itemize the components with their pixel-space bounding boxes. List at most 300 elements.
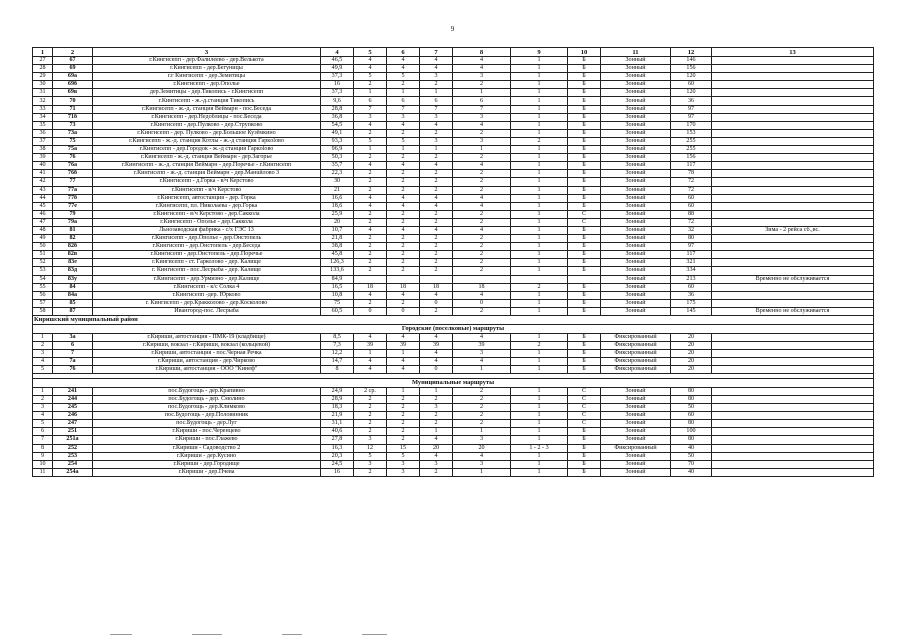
table-cell: 145: [671, 307, 712, 315]
table-cell: 28: [33, 65, 53, 73]
table-cell: [712, 444, 874, 452]
table-cell: 3: [93, 48, 321, 57]
table-cell: 39: [387, 341, 420, 349]
table-cell: Зонный: [601, 65, 671, 73]
table-cell: 79а: [53, 218, 93, 226]
table-cell: Зонный: [601, 194, 671, 202]
table-cell: 1: [420, 387, 453, 395]
table-cell: 6: [53, 341, 93, 349]
table-cell: 12,2: [321, 349, 354, 357]
table-cell: Б: [568, 235, 601, 243]
table-cell: пос.Будогощь - дер.Луг: [93, 420, 321, 428]
table-cell: 1: [354, 146, 387, 154]
table-cell: 69: [53, 65, 93, 73]
table-cell: Б: [568, 357, 601, 365]
section-heading: [33, 316, 874, 325]
table-cell: г.Кингисепп - дер.Онстопель - дер.Беседа: [93, 243, 321, 251]
table-cell: 18: [354, 283, 387, 291]
table-cell: г.Кингисепп - ж.-д.станция Тикопись: [93, 97, 321, 105]
table-cell: 4: [387, 202, 420, 210]
table-cell: 18,6: [321, 202, 354, 210]
table-cell: 29: [33, 73, 53, 81]
table-cell: 251а: [53, 436, 93, 444]
table-cell: 2: [453, 412, 511, 420]
table-cell: 2: [420, 420, 453, 428]
table-cell: 7а: [53, 357, 93, 365]
table-cell: г.Кириши, автостанция - ООО "Кинеф": [93, 365, 321, 373]
table-cell: Б: [568, 307, 601, 315]
table-row: [33, 202, 874, 210]
table-cell: 43: [33, 186, 53, 194]
table-cell: 2 ср.: [354, 387, 387, 395]
table-cell: 9,6: [321, 97, 354, 105]
table-cell: 252: [53, 444, 93, 452]
table-row: [33, 243, 874, 251]
table-cell: 2: [387, 81, 420, 89]
table-row: [33, 113, 874, 121]
table-cell: 15: [387, 444, 420, 452]
table-cell: 6: [387, 97, 420, 105]
table-cell: 2: [453, 267, 511, 275]
table-cell: 4: [354, 357, 387, 365]
table-cell: 49,1: [321, 129, 354, 137]
table-cell: 73а: [53, 129, 93, 137]
table-cell: 21: [321, 186, 354, 194]
table-cell: 48: [33, 226, 53, 234]
table-cell: 22,3: [321, 170, 354, 178]
table-cell: Зонный: [601, 57, 671, 65]
table-cell: 4: [453, 162, 511, 170]
table-cell: 60: [671, 412, 712, 420]
table-cell: Зонный: [601, 267, 671, 275]
table-cell: [712, 404, 874, 412]
table-cell: 2: [420, 170, 453, 178]
table-cell: Б: [568, 73, 601, 81]
table-cell: [712, 436, 874, 444]
table-cell: 81: [53, 226, 93, 234]
table-cell: 1: [453, 365, 511, 373]
table-cell: 51: [33, 251, 53, 259]
table-cell: г.Кириши - дер.Кусино: [93, 452, 321, 460]
table-cell: 2: [387, 299, 420, 307]
table-cell: 28,8: [321, 105, 354, 113]
table-cell: 7: [354, 105, 387, 113]
table-cell: 40: [671, 444, 712, 452]
table-cell: Б: [568, 259, 601, 267]
table-cell: г.Кириши, автостанция - ПМК-19 (кладбище): [93, 333, 321, 341]
table-cell: 2: [354, 259, 387, 267]
table-cell: 170: [671, 121, 712, 129]
table-cell: Зонный: [601, 243, 671, 251]
table-cell: Б: [568, 178, 601, 186]
table-cell: [712, 299, 874, 307]
table-cell: [712, 395, 874, 403]
subsection-heading-label: Городские (поселковые) маршруты: [33, 324, 874, 333]
table-cell: 2: [387, 251, 420, 259]
table-cell: г.Кингисепп - дер.Фалилеево - дер.Велькота: [93, 57, 321, 65]
table-row: [33, 349, 874, 357]
table-cell: С: [568, 387, 601, 395]
table-cell: 1: [511, 412, 568, 420]
table-cell: Зонный: [601, 178, 671, 186]
table-cell: 46: [33, 210, 53, 218]
table-cell: 37: [33, 137, 53, 145]
table-cell: 1: [511, 420, 568, 428]
table-row: [33, 218, 874, 226]
table-cell: 1: [511, 194, 568, 202]
table-cell: 4: [354, 365, 387, 373]
table-cell: 2: [420, 259, 453, 267]
table-cell: 100: [671, 428, 712, 436]
table-cell: 1: [511, 105, 568, 113]
table-cell: Б: [568, 162, 601, 170]
table-cell: Зонный: [601, 275, 671, 283]
table-cell: 5: [354, 48, 387, 57]
table-cell: 11: [33, 468, 53, 476]
table-cell: 4: [453, 57, 511, 65]
table-cell: 1: [511, 299, 568, 307]
table-cell: Фиксированный: [601, 349, 671, 357]
table-cell: 2: [354, 299, 387, 307]
table-cell: Б: [568, 283, 601, 291]
table-cell: [712, 387, 874, 395]
table-cell: 40: [671, 468, 712, 476]
table-cell: [712, 73, 874, 81]
table-row: [33, 146, 874, 154]
table-cell: 2: [33, 395, 53, 403]
table-cell: 1: [511, 129, 568, 137]
table-cell: Зонный: [601, 97, 671, 105]
table-cell: Зонный: [601, 73, 671, 81]
table-cell: 2: [420, 412, 453, 420]
table-cell: 72: [671, 186, 712, 194]
table-cell: 245: [53, 404, 93, 412]
table-cell: [712, 186, 874, 194]
table-cell: 4: [387, 291, 420, 299]
table-cell: 11: [601, 48, 671, 57]
table-cell: 4: [453, 452, 511, 460]
table-cell: [712, 137, 874, 145]
table-row: [33, 178, 874, 186]
table-row: [33, 357, 874, 365]
table-row: [33, 57, 874, 65]
table-cell: Б: [568, 186, 601, 194]
table-cell: 3: [453, 113, 511, 121]
table-cell: 1: [420, 146, 453, 154]
table-cell: Зонный: [601, 307, 671, 315]
table-cell: 2: [387, 218, 420, 226]
table-cell: 58: [33, 307, 53, 315]
table-cell: 1: [33, 48, 53, 57]
table-row: [33, 333, 874, 341]
table-cell: Зонный: [601, 121, 671, 129]
table-cell: 60: [671, 81, 712, 89]
table-cell: [712, 170, 874, 178]
table-cell: 4: [321, 48, 354, 57]
footer-marks: [110, 622, 790, 630]
table-cell: 3: [453, 137, 511, 145]
table-cell: Зонный: [601, 146, 671, 154]
table-cell: 77е: [53, 202, 93, 210]
table-cell: г.Кингисепп -дер. Юрковo: [93, 291, 321, 299]
table-cell: г.Кингисепп, автостанция - дер. Горка: [93, 194, 321, 202]
table-cell: 1: [511, 404, 568, 412]
table-row: [33, 81, 874, 89]
table-cell: Б: [568, 170, 601, 178]
table-cell: С: [568, 395, 601, 403]
table-cell: [712, 105, 874, 113]
table-cell: 12: [671, 48, 712, 57]
table-cell: 7: [453, 105, 511, 113]
table-row: [33, 395, 874, 403]
table-cell: 117: [671, 162, 712, 170]
table-cell: 156: [671, 65, 712, 73]
table-cell: 2: [387, 436, 420, 444]
table-cell: 4: [420, 333, 453, 341]
table-row: [33, 129, 874, 137]
table-cell: 1: [511, 97, 568, 105]
table-cell: 2: [387, 243, 420, 251]
table-cell: 69а: [53, 73, 93, 81]
table-cell: 80: [671, 420, 712, 428]
table-cell: 83д: [53, 267, 93, 275]
table-cell: 2: [420, 129, 453, 137]
table-cell: 4: [33, 357, 53, 365]
table-cell: 4: [354, 57, 387, 65]
table-cell: 246: [53, 412, 93, 420]
table-cell: 4: [387, 162, 420, 170]
table-cell: 2: [387, 404, 420, 412]
table-cell: 2: [354, 178, 387, 186]
table-cell: 21,9: [321, 412, 354, 420]
table-cell: Зонный: [601, 81, 671, 89]
table-cell: Зонный: [601, 218, 671, 226]
table-cell: 4: [387, 333, 420, 341]
table-cell: 2: [453, 420, 511, 428]
table-cell: Б: [568, 243, 601, 251]
table-cell: 133,6: [321, 267, 354, 275]
table-cell: Зонный: [601, 89, 671, 97]
table-cell: 20,3: [321, 452, 354, 460]
table-row: [33, 121, 874, 129]
table-cell: 57: [33, 299, 53, 307]
table-cell: 2: [354, 251, 387, 259]
table-cell: 39: [420, 341, 453, 349]
table-cell: 12: [354, 444, 387, 452]
table-cell: Б: [568, 226, 601, 234]
table-row: [33, 97, 874, 105]
table-cell: 8,5: [321, 333, 354, 341]
table-cell: Б: [568, 57, 601, 65]
table-cell: 4: [387, 365, 420, 373]
table-cell: 1: [511, 73, 568, 81]
table-cell: 1: [387, 349, 420, 357]
table-cell: г.Кириши - дер.Пчева: [93, 468, 321, 476]
table-cell: 2: [420, 218, 453, 226]
table-cell: 2: [420, 307, 453, 315]
table-cell: 16: [321, 81, 354, 89]
table-cell: 2: [453, 387, 511, 395]
table-cell: 2: [354, 170, 387, 178]
table-cell: 2: [387, 420, 420, 428]
table-cell: Б: [568, 452, 601, 460]
table-cell: [712, 428, 874, 436]
table-cell: 1: [511, 428, 568, 436]
table-cell: 72: [671, 218, 712, 226]
table-cell: Зонный: [601, 235, 671, 243]
table-cell: 1: [354, 349, 387, 357]
table-cell: 2: [420, 267, 453, 275]
table-cell: 93,3: [321, 137, 354, 145]
table-cell: Б: [568, 202, 601, 210]
table-cell: 7: [53, 349, 93, 357]
table-cell: 16,6: [321, 194, 354, 202]
table-cell: 1: [511, 259, 568, 267]
table-cell: 2: [453, 81, 511, 89]
table-cell: 44: [33, 194, 53, 202]
table-cell: 254: [53, 460, 93, 468]
table-cell: [712, 202, 874, 210]
table-cell: 20: [671, 341, 712, 349]
table-cell: 36: [671, 291, 712, 299]
table-cell: 10,8: [321, 291, 354, 299]
table-cell: Б: [568, 333, 601, 341]
table-cell: Б: [568, 349, 601, 357]
table-cell: 1: [453, 468, 511, 476]
table-row: [33, 283, 874, 291]
table-cell: 6: [420, 97, 453, 105]
table-cell: г.Кингисепп - дер.Городок - ж.-д станция Гаркolово: [93, 146, 321, 154]
table-cell: 1: [354, 89, 387, 97]
table-cell: 4: [420, 162, 453, 170]
table-row: [33, 154, 874, 162]
table-cell: 53: [33, 267, 53, 275]
table-cell: 4: [453, 333, 511, 341]
table-cell: 1: [511, 333, 568, 341]
table-cell: 5: [387, 137, 420, 145]
table-cell: 75а: [53, 146, 93, 154]
table-cell: [712, 420, 874, 428]
table-cell: 1: [511, 267, 568, 275]
table-cell: Б: [568, 105, 601, 113]
table-cell: 7: [387, 105, 420, 113]
table-row: [33, 186, 874, 194]
table-cell: 4: [387, 226, 420, 234]
table-row: [33, 452, 874, 460]
table-cell: 5: [33, 365, 53, 373]
table-cell: 2: [453, 170, 511, 178]
table-row: [33, 460, 874, 468]
table-cell: 3: [354, 436, 387, 444]
table-cell: 3: [420, 137, 453, 145]
table-cell: 75: [53, 137, 93, 145]
table-cell: 32: [33, 97, 53, 105]
table-cell: 36,8: [321, 113, 354, 121]
table-cell: 175: [671, 299, 712, 307]
table-cell: 2: [387, 235, 420, 243]
table-cell: 2: [420, 186, 453, 194]
table-cell: [712, 412, 874, 420]
table-cell: 3: [387, 460, 420, 468]
table-cell: 83у: [53, 275, 93, 283]
table-cell: 2: [354, 210, 387, 218]
table-cell: Б: [568, 154, 601, 162]
table-cell: 2: [354, 404, 387, 412]
table-cell: 1: [511, 243, 568, 251]
table-cell: 251: [53, 428, 93, 436]
table-row: [33, 291, 874, 299]
table-cell: 60: [671, 194, 712, 202]
table-row: [33, 275, 874, 283]
table-cell: 76: [53, 365, 93, 373]
table-cell: 50: [671, 404, 712, 412]
table-row: [33, 194, 874, 202]
table-cell: 1: [511, 251, 568, 259]
table-cell: 2: [453, 243, 511, 251]
table-cell: Б: [568, 436, 601, 444]
table-cell: 25,9: [321, 210, 354, 218]
table-cell: 4: [453, 194, 511, 202]
table-cell: г.Кингисепп - дер.Урмизно - дер.Калище: [93, 275, 321, 283]
table-cell: 1: [511, 226, 568, 234]
table-cell: 2: [387, 395, 420, 403]
table-cell: 2: [420, 243, 453, 251]
table-cell: Фиксированный: [601, 365, 671, 373]
table-cell: 2: [453, 178, 511, 186]
table-cell: 83е: [53, 259, 93, 267]
table-cell: [712, 267, 874, 275]
table-cell: пос.Будогощь - дер.Крапивно: [93, 387, 321, 395]
table-cell: 4: [354, 194, 387, 202]
table-cell: 1: [511, 65, 568, 73]
table-cell: 2: [354, 243, 387, 251]
table-cell: г.Кингисепп - к/с Солка 4: [93, 283, 321, 291]
table-cell: Зонный: [601, 137, 671, 145]
table-cell: г.Кириши - Садоводство 2: [93, 444, 321, 452]
table-cell: г. Кингисепп - пос.Лесрыба - дер. Калище: [93, 267, 321, 275]
table-cell: 39: [33, 154, 53, 162]
table-cell: [712, 154, 874, 162]
table-cell: 213: [671, 275, 712, 283]
table-cell: 5: [387, 452, 420, 460]
table-cell: 88: [671, 210, 712, 218]
table-cell: Зонный: [601, 412, 671, 420]
table-cell: Зонный: [601, 202, 671, 210]
table-cell: 27,8: [321, 436, 354, 444]
table-row: [33, 341, 874, 349]
table-cell: 24,5: [321, 460, 354, 468]
table-row: [33, 267, 874, 275]
table-cell: 20: [671, 357, 712, 365]
table-cell: 126,3: [321, 259, 354, 267]
table-cell: 1: [511, 186, 568, 194]
table-cell: 2: [354, 81, 387, 89]
table-cell: 3: [420, 404, 453, 412]
table-cell: 0: [453, 299, 511, 307]
table-cell: 3: [453, 436, 511, 444]
table-cell: Ивангород-пос. Лесрыба: [93, 307, 321, 315]
table-cell: 2: [354, 420, 387, 428]
table-cell: 3: [387, 113, 420, 121]
table-row: [33, 365, 874, 373]
table-cell: Б: [568, 251, 601, 259]
table-cell: 1: [511, 170, 568, 178]
table-row: [33, 65, 874, 73]
table-cell: 4: [420, 121, 453, 129]
table-cell: 4: [354, 291, 387, 299]
table-cell: Б: [568, 444, 601, 452]
table-row: [33, 444, 874, 452]
